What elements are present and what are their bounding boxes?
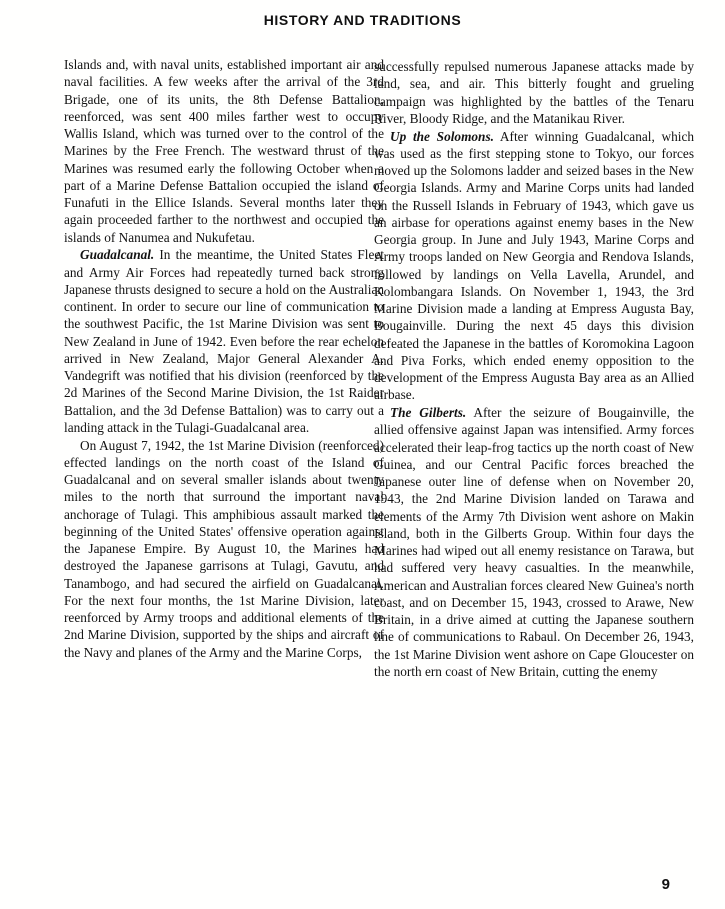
section-heading-gilberts: The Gilberts. xyxy=(390,405,467,420)
paragraph-solomons-text: After winning Guadalcanal, which was used as the first stepping stone to Tokyo, our forces moved up the Solomons ladder and seized bases in the New Georgia Islands. Army and Marine Corps units had landed on the Russell Islands in February of 1943, which gave us an airbase for operations against enemy bases in the New Georgia group. In June and July 1943, Marine Corps and Army troops landed on New Georgia and Rendova Islands, followed by landings on Vella Lavella, Arundel, and Kolombangara Islands. On November 1, 1943, the 3rd Marine Division made a landing at Empress Augusta Bay, Bougainville. During the next 45 days this division defeated the Japanese in the battles of Koromokina Lagoon and Piva Forks, which ended enemy opposition to the development of the Empress Augusta Bay area as an Allied airbase. xyxy=(374,128,694,403)
paragraph-the-gilberts xyxy=(374,404,694,680)
paragraph-guadalcanal xyxy=(64,246,384,436)
running-header: HISTORY AND TRADITIONS xyxy=(263,12,462,28)
paragraph-guadalcanal-text: In the meantime, the United States Fleet and Army Air Forces had repeatedly turned back strong Japanese thrusts designed to secure a hold on the Australian continent. In order to secure our line of communication to the southwest Pacific, the 1st Marine Division was sent to New Zealand in June of 1942. Even before the rear echelon arrived in New Zealand, Major General Alexander A. Vandegrift was notified that his division (reenforced by the 2d Marines of the Second Marine Division, the 1st Raider Battalion, and the 3d Defense Battalion) was to carry out a landing attack in the Tulagi-Guadalcanal area. xyxy=(64,247,384,435)
page-number: 9 xyxy=(661,876,670,893)
left-column xyxy=(64,56,384,661)
paragraph-august-landings: On August 7, 1942, the 1st Marine Division (reenforced) effected landings on the north coast of the Island of Guadalcanal and on several smaller islands about twenty miles to the north that surround the important naval anchorage of Tulagi. This amphibious assault marked the beginning of the United States' offensive operation against the Japanese Empire. By August 10, the Marines had destroyed the Japanese garrisons at Tulagi, Gavutu, and Tanambogo, and had secured the airfield on Guadalcanal. For the next four months, the 1st Marine Division, later reenforced by Army troops and additional elements of the 2nd Marine Division, supported by the ships and aircraft of the Navy and planes of the Army and the Marine Corps, xyxy=(64,437,384,660)
paragraph-pacific-islands: Islands and, with naval units, established important air and naval facilities. A few weeks after the arrival of the 3rd Brigade, one of its units, the 8th Defense Battalion, reenforced, was sent 400 miles farther west to occupy Wallis Island, which was turned over to the control of the Marines by the Free French. The westward thrust of the Marines was resumed early the following October when a part of a Marine Defense Battalion occupied the island of Funafuti in the Ellice Islands. Several months later they again proceeded farther to the northwest and occupied the islands of Nanumea and Nukufetau. xyxy=(64,57,384,245)
section-heading-guadalcanal: Guadalcanal. xyxy=(80,247,155,263)
paragraph-gilberts-text: After the seizure of Bougainville, the allied offensive against Japan was intensified. Army forces accelerated their leap-frog tactics up the north coast of New Guinea, and our Central Pacific forces breached the Japanese outer line of defense when on November 20, 1943, the 2nd Marine Division landed on Tarawa and elements of the Army 7th Division went ashore on Makin Island, both in the Gilberts Group. Within four days the Marines had wiped out all enemy resistance on Tarawa, but had suffered very heavy casualties. In the meanwhile, American and Australian forces cleared New Guinea's north coast, and on December 15, 1943, crossed to Arawe, New Britain, in a drive aimed at cutting the Japanese southern line of communications to Rabaul. On December 26, 1943, the 1st Marine Division went ashore on Cape Gloucester on the north ern coast of New Britain, cutting the enemy xyxy=(374,405,694,679)
right-column xyxy=(374,58,694,680)
section-heading-solomons: Up the Solomons. xyxy=(390,128,494,144)
paragraph-campaign-continued: successfully repulsed numerous Japanese attacks made by land, sea, and air. This bitterly fought and grueling campaign was highlighted by the battles of the Tenaru River, Bloody Ridge, and the Matanikau River. xyxy=(374,59,694,126)
paragraph-up-the-solomons xyxy=(374,128,694,404)
